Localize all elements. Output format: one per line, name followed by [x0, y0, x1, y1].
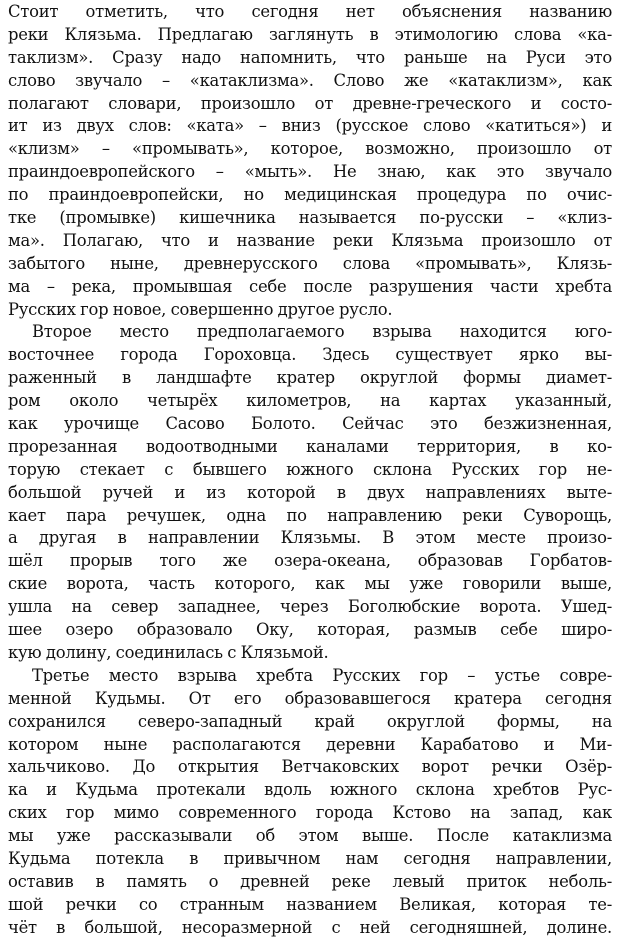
text-line: менной Кудьмы. От его образовавшегося кратера сегодня: [8, 688, 612, 708]
text-line: ит из двух слов: «ката» – вниз (русское слово «катиться») и: [8, 116, 612, 136]
text-line: Второе место предполагаемого взрыва находится юго-: [32, 322, 612, 342]
text-line: реки Клязьма. Предлагаю заглянуть в этимологию слова «ка-: [8, 24, 612, 44]
text-line: ма». Полагаю, что и название реки Клязьма произошло от: [8, 230, 612, 250]
paragraph-3: [8, 665, 612, 940]
text-line: шой речки со странным названием Великая, которая те-: [8, 894, 612, 914]
paragraph-1: [8, 1, 612, 321]
text-line: ка и Кудьма протекали вдоль южного склона хребтов Рус-: [8, 780, 612, 800]
text-line: «клизм» – «промывать», которое, возможно, произошло от: [8, 139, 612, 159]
text-line: Русских гор новое, совершенно другое русло.: [8, 299, 393, 319]
text-line: хальчиково. До открытия Ветчаковских ворот речки Озёр-: [8, 757, 612, 777]
text-line: ских гор мимо современного города Кстово на запад, как: [8, 803, 612, 823]
text-line: ма – река, промывшая себе после разрушения части хребта: [8, 276, 612, 296]
text-line: слово звучало – «катаклизма». Слово же «катаклизм», как: [8, 70, 612, 90]
text-line: торую стекает с бывшего южного склона Русских гор не-: [8, 459, 612, 479]
text-line: ром около четырёх километров, на картах указанный,: [8, 391, 612, 411]
text-line: Стоит отметить, что сегодня нет объяснения названию: [8, 2, 612, 21]
text-line: тке (промывке) кишечника называется по-русски – «клиз-: [8, 208, 612, 228]
text-line: забытого ныне, древнерусского слова «промывать», Клязь-: [8, 253, 612, 273]
text-line: как урочище Сасово Болото. Сейчас это безжизненная,: [8, 414, 612, 434]
text-line: восточнее города Гороховца. Здесь существует ярко вы-: [8, 345, 612, 365]
text-line: сохранился северо-западный край округлой формы, на: [8, 711, 612, 731]
text-line: полагают словари, произошло от древне-греческого и состо-: [8, 93, 612, 113]
text-line: большой ручей и из которой в двух направлениях выте-: [8, 482, 612, 502]
text-line: по праиндоевропейски, но медицинская процедура по очис-: [8, 185, 612, 205]
text-line: а другая в направлении Клязьмы. В этом месте произо-: [8, 528, 612, 548]
text-line: шее озеро образовало Оку, которая, размыв себе широ-: [8, 620, 612, 640]
paragraph-2: [8, 321, 612, 664]
text-line: Кудьма потекла в привычном нам сегодня направлении,: [8, 848, 612, 868]
text-line: таклизм». Сразу надо напомнить, что раньше на Руси это: [8, 47, 612, 67]
text-line: шёл прорыв того же озера-океана, образовав Горбатов-: [8, 551, 612, 571]
text-line: раженный в ландшафте кратер округлой формы диамет-: [8, 368, 612, 388]
text-line: Третье место взрыва хребта Русских гор – устье совре-: [32, 665, 612, 685]
text-line: ские ворота, часть которого, как мы уже говорили выше,: [8, 574, 612, 594]
text-line: праиндоевропейского – «мыть». Не знаю, как это звучало: [8, 162, 612, 182]
text-line: чёт в большой, несоразмерной с ней сегодняшней, долине.: [8, 917, 612, 937]
text-line: ушла на север западнее, через Боголюбские ворота. Ушед-: [8, 597, 612, 617]
text-line: кает пара речушек, одна по направлению реки Суворощь,: [8, 505, 612, 525]
text-line: оставив в память о древней реке левый приток неболь-: [8, 871, 612, 891]
text-line: прорезанная водоотводными каналами территория, в ко-: [8, 436, 612, 456]
text-line: кую долину, соединилась с Клязьмой.: [8, 642, 329, 662]
text-line: котором ныне располагаются деревни Карабатово и Ми-: [8, 734, 612, 754]
text-line: мы уже рассказывали об этом выше. После катаклизма: [8, 826, 612, 846]
